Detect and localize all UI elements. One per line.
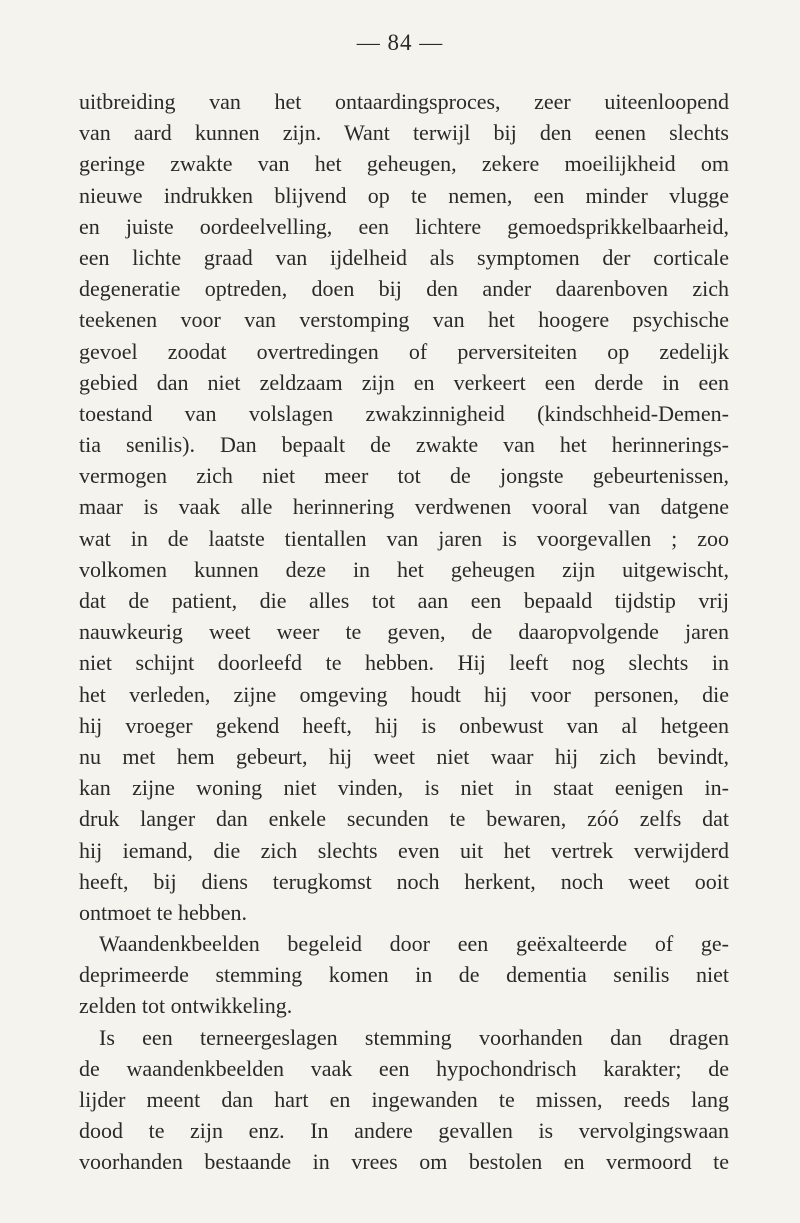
- paragraph: [79, 1022, 729, 1178]
- text-line: dood te zijn enz. In andere gevallen is vervolgingswaan: [79, 1118, 729, 1144]
- text-line: Is een terneergeslagen stemming voorhanden dan dragen: [99, 1024, 729, 1050]
- text-line: en juiste oordeelvelling, een lichtere gemoedsprikkelbaarheid,: [79, 213, 729, 239]
- text-line: hij iemand, die zich slechts even uit het vertrek verwijderd: [79, 837, 729, 863]
- body-text: [79, 86, 729, 1178]
- text-line: deprimeerde stemming komen in de dementia senilis niet: [79, 962, 729, 988]
- text-line: hij vroeger gekend heeft, hij is onbewust van al hetgeen: [79, 712, 729, 738]
- text-line: degeneratie optreden, doen bij den ander daarenboven zich: [79, 276, 729, 302]
- text-line: maar is vaak alle herinnering verdwenen vooral van datgene: [79, 494, 729, 520]
- text-line: zelden tot ontwikkeling.: [79, 993, 293, 1019]
- text-line: dat de patient, die alles tot aan een bepaald tijdstip vrij: [79, 588, 729, 613]
- text-line: voorhanden bestaande in vrees om bestolen en vermoord te: [79, 1149, 729, 1175]
- text-line: ontmoet te hebben.: [79, 899, 248, 925]
- text-line: nauwkeurig weet weer te geven, de daaropvolgende jaren: [79, 619, 729, 645]
- text-line: de waandenkbeelden vaak een hypochondrisch karakter; de: [79, 1055, 729, 1081]
- text-line: vermogen zich niet meer tot de jongste gebeurtenissen,: [79, 463, 729, 489]
- text-line: nu met hem gebeurt, hij weet niet waar hij zich bevindt,: [79, 743, 729, 769]
- text-line: uitbreiding van het ontaardingsproces, zeer uiteenloopend: [79, 89, 729, 114]
- text-line: volkomen kunnen deze in het geheugen zijn uitgewischt,: [79, 556, 729, 582]
- text-line: een lichte graad van ijdelheid als symptomen der corticale: [79, 244, 729, 270]
- text-line: gevoel zoodat overtredingen of perversiteiten op zedelijk: [79, 338, 729, 364]
- text-line: teekenen voor van verstomping van het hoogere psychische: [79, 307, 729, 333]
- text-line: Waandenkbeelden begeleid door een geëxalteerde of ge-: [99, 931, 729, 957]
- page-number: — 84 —: [356, 30, 444, 55]
- text-line: lijder meent dan hart en ingewanden te missen, reeds lang: [79, 1087, 729, 1112]
- text-line: gebied dan niet zeldzaam zijn en verkeert een derde in een: [79, 369, 729, 395]
- text-line: geringe zwakte van het geheugen, zekere moeilijkheid om: [79, 151, 729, 177]
- text-line: heeft, bij diens terugkomst noch herkent, noch weet ooit: [79, 868, 729, 894]
- paragraph: [79, 928, 729, 1022]
- text-line: van aard kunnen zijn. Want terwijl bij den eenen slechts: [79, 120, 729, 146]
- text-line: nieuwe indrukken blijvend op te nemen, een minder vlugge: [79, 182, 729, 208]
- text-line: druk langer dan enkele secunden te bewaren, zóó zelfs dat: [79, 806, 729, 832]
- text-line: het verleden, zijne omgeving houdt hij voor personen, die: [79, 681, 729, 707]
- text-line: tia senilis). Dan bepaalt de zwakte van het herinnerings-: [79, 432, 729, 458]
- paragraph: [79, 86, 729, 928]
- text-line: wat in de laatste tientallen van jaren is voorgevallen ; zoo: [79, 525, 729, 551]
- text-line: niet schijnt doorleefd te hebben. Hij leeft nog slechts in: [79, 650, 729, 676]
- text-line: kan zijne woning niet vinden, is niet in staat eenigen in-: [79, 775, 729, 801]
- text-line: toestand van volslagen zwakzinnigheid (kindschheid-Demen-: [79, 400, 729, 426]
